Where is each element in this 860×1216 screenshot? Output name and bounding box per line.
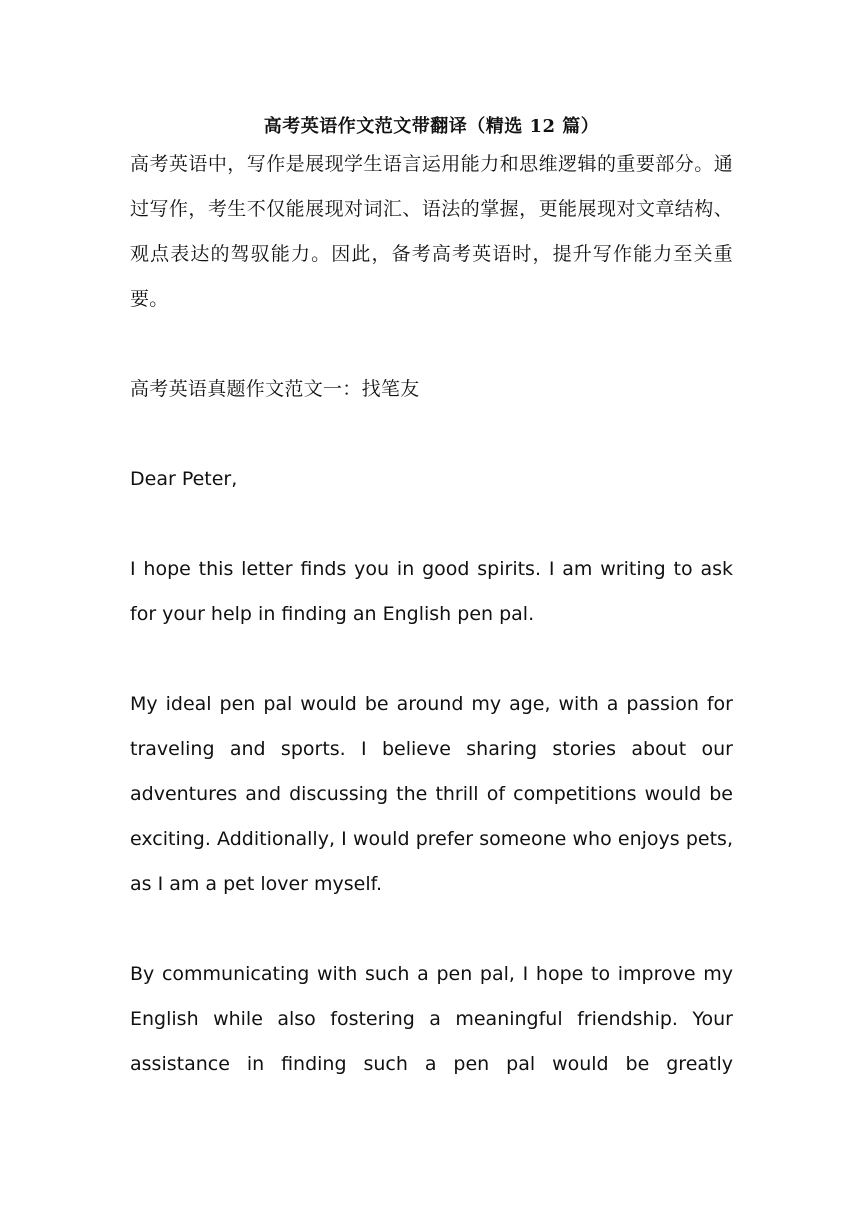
letter-salutation: Dear Peter, xyxy=(130,468,238,490)
spacer xyxy=(130,502,733,547)
spacer xyxy=(130,637,733,682)
section-heading: 高考英语真题作文范文一：找笔友 xyxy=(130,378,420,400)
letter-paragraph-3: By communicating with such a pen pal, I hope to improve my English while also fostering a meaningful friendship. Your assistance in finding such a pen pal would be greatly xyxy=(130,963,733,1075)
letter-paragraph-2: My ideal pen pal would be around my age, with a passion for traveling and sports. I believe sharing stories about our adventures and discussing the thrill of competitions would be exciting. Additionally, I would prefer someone who enjoys pets, as I am a pet lover myself. xyxy=(130,693,733,895)
document-page xyxy=(130,112,733,1087)
spacer xyxy=(130,322,733,367)
spacer xyxy=(130,907,733,952)
document-title: 高考英语作文范文带翻译（精选 12 篇） xyxy=(263,116,600,137)
intro-paragraph: 高考英语中，写作是展现学生语言运用能力和思维逻辑的重要部分。通过写作，考生不仅能展现对词汇、语法的掌握，更能展现对文章结构、观点表达的驾驭能力。因此，备考高考英语时，提升写作能力至关重要。 xyxy=(130,153,733,310)
spacer xyxy=(130,412,733,457)
letter-paragraph-1: I hope this letter finds you in good spirits. I am writing to ask for your help in finding an English pen pal. xyxy=(130,558,733,625)
